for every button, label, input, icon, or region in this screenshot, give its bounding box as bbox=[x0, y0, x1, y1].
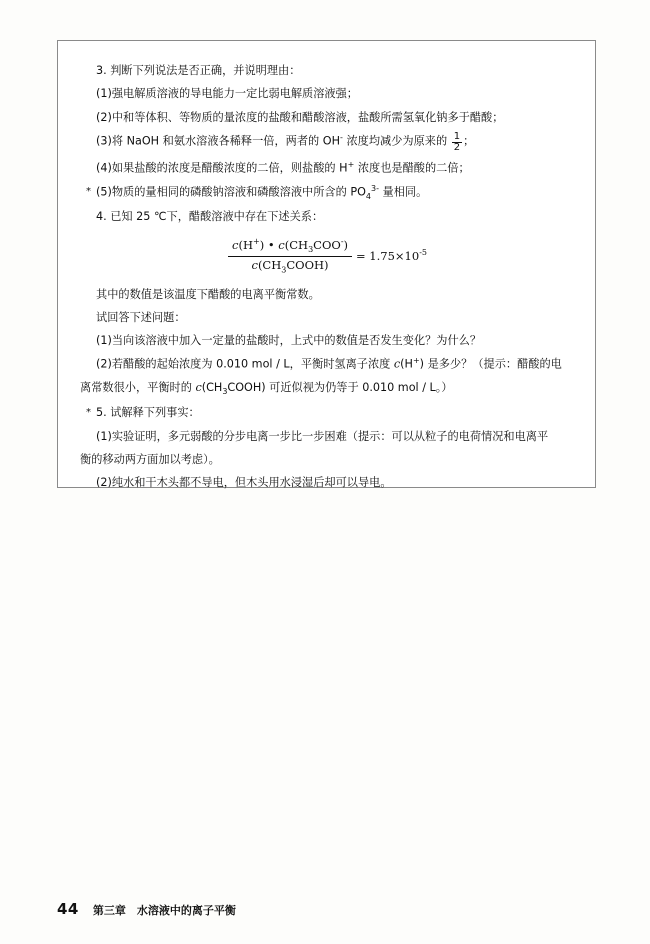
fraction-denominator: 2 bbox=[453, 142, 461, 154]
q3-item3-text-mid: 浓度均减少为原来的 bbox=[342, 134, 451, 148]
q4-item2-c: c bbox=[393, 358, 401, 372]
num-c1: c bbox=[232, 237, 239, 252]
q3-item3-text-end: ； bbox=[463, 134, 475, 148]
q3-item5-text-pre: (5)物质的量相同的磷酸钠溶液和磷酸溶液中所含的 PO bbox=[96, 185, 366, 199]
question-4-item-2 bbox=[80, 354, 575, 374]
question-4-heading: 4. 已知 25 ℃下，醋酸溶液中存在下述关系： bbox=[96, 210, 324, 224]
q4-item2-line2-rest: (CH bbox=[201, 381, 223, 395]
question-5-item-2: (2)纯水和干木头都不导电，但木头用水浸湿后却可以导电。 bbox=[96, 476, 392, 490]
exercise-content bbox=[58, 41, 595, 506]
den-sub: 3 bbox=[281, 265, 287, 275]
question-4-note: 其中的数值是该温度下醋酸的电离平衡常数。 bbox=[96, 287, 320, 301]
equation-fraction bbox=[228, 237, 352, 277]
question-3-item-1: (1)强电解质溶液的导电能力一定比弱电解质溶液强； bbox=[96, 87, 358, 101]
q4-item2-sup: + bbox=[412, 356, 420, 366]
question-5-item-1: (1)实验证明，多元弱酸的分步电离一步比一步困难（提示：可以从粒子的电荷情况和电离平 bbox=[96, 429, 549, 443]
page-number: 44 bbox=[57, 900, 79, 918]
q3-item3-superscript: - bbox=[340, 132, 343, 142]
q4-item2-pre: (2)若醋酸的起始浓度为 0.010 mol / L，平衡时氢离子浓度 bbox=[96, 358, 394, 372]
num-c2: c bbox=[278, 237, 285, 252]
num-mid: ) • bbox=[259, 237, 279, 252]
q3-item4-text-end: 浓度也是醋酸的二倍； bbox=[354, 161, 470, 175]
num-h-sup: + bbox=[252, 236, 260, 246]
chapter-title: 第三章 水溶液中的离子平衡 bbox=[92, 904, 236, 917]
question-4-item-1: (1)当向该溶液中加入一定量的盐酸时，上式中的数值是否发生变化？为什么？ bbox=[96, 334, 482, 348]
num-h: (H bbox=[238, 237, 253, 252]
rhs-text: = 1.75×10 bbox=[356, 249, 420, 264]
q3-item5-subscript: 4 bbox=[365, 191, 371, 201]
question-3-item-5 bbox=[80, 182, 575, 204]
q4-item2-line2-pre: 离常数很小，平衡时的 bbox=[80, 381, 196, 395]
num-ac: (CH bbox=[284, 237, 309, 252]
num-ac2: COO bbox=[313, 237, 341, 252]
question-3-item-2: (2)中和等体积、等物质的量浓度的盐酸和醋酸溶液，盐酸所需氢氧化钠多于醋酸； bbox=[96, 110, 504, 124]
den-c: c bbox=[251, 258, 258, 273]
q3-item4-text-pre: (4)如果盐酸的浓度是醋酸浓度的二倍，则盐酸的 H bbox=[96, 161, 348, 175]
q3-item3-text-pre: (3)将 NaOH 和氨水溶液各稀释一倍，两者的 OH bbox=[96, 134, 340, 148]
question-4-item-2-cont bbox=[80, 378, 575, 399]
num-ac-end: ) bbox=[343, 237, 349, 252]
exercise-box bbox=[57, 40, 596, 488]
question-4-prompt: 试回答下述问题： bbox=[96, 310, 186, 324]
den-rest: (CH bbox=[257, 258, 282, 273]
equilibrium-equation bbox=[228, 237, 427, 277]
equilibrium-equation-block bbox=[80, 237, 575, 277]
question-3-heading: 3. 判断下列说法是否正确，并说明理由： bbox=[96, 64, 301, 77]
num-ac-sup: - bbox=[340, 236, 344, 246]
rhs-sup: -5 bbox=[419, 248, 427, 258]
equation-right-hand-side bbox=[352, 246, 427, 267]
question-5-item-1-cont: 衡的移动两方面加以考虑）。 bbox=[80, 452, 220, 466]
den-rest2: COOH) bbox=[286, 258, 329, 273]
fraction-one-half bbox=[452, 132, 462, 154]
question-5-heading: * 5. 试解释下列事实： bbox=[80, 403, 575, 422]
num-ac-sub: 3 bbox=[308, 244, 314, 254]
question-3-item-3 bbox=[80, 131, 575, 154]
q3-item5-text-end: 量相同。 bbox=[378, 185, 428, 199]
q4-item2-line2-rest2: COOH) bbox=[227, 381, 266, 395]
q4-item2-line2-sub: 3 bbox=[222, 387, 228, 397]
fraction-numerator: 1 bbox=[453, 130, 461, 142]
equation-numerator bbox=[228, 237, 352, 258]
q4-item2-line2-end: 可近似视为仍等于 0.010 mol / L。） bbox=[265, 381, 453, 395]
page-footer bbox=[57, 900, 596, 918]
question-3-item-4 bbox=[80, 158, 575, 178]
equation-denominator bbox=[228, 257, 352, 276]
q3-item4-superscript: + bbox=[347, 159, 355, 169]
q3-item5-superscript: 3- bbox=[371, 183, 379, 193]
q4-item2-mid: ) 是多少？（提示：醋酸的电 bbox=[419, 358, 562, 372]
q4-item2-line2-c: c bbox=[195, 381, 202, 395]
q4-item2-h: (H bbox=[400, 358, 413, 372]
